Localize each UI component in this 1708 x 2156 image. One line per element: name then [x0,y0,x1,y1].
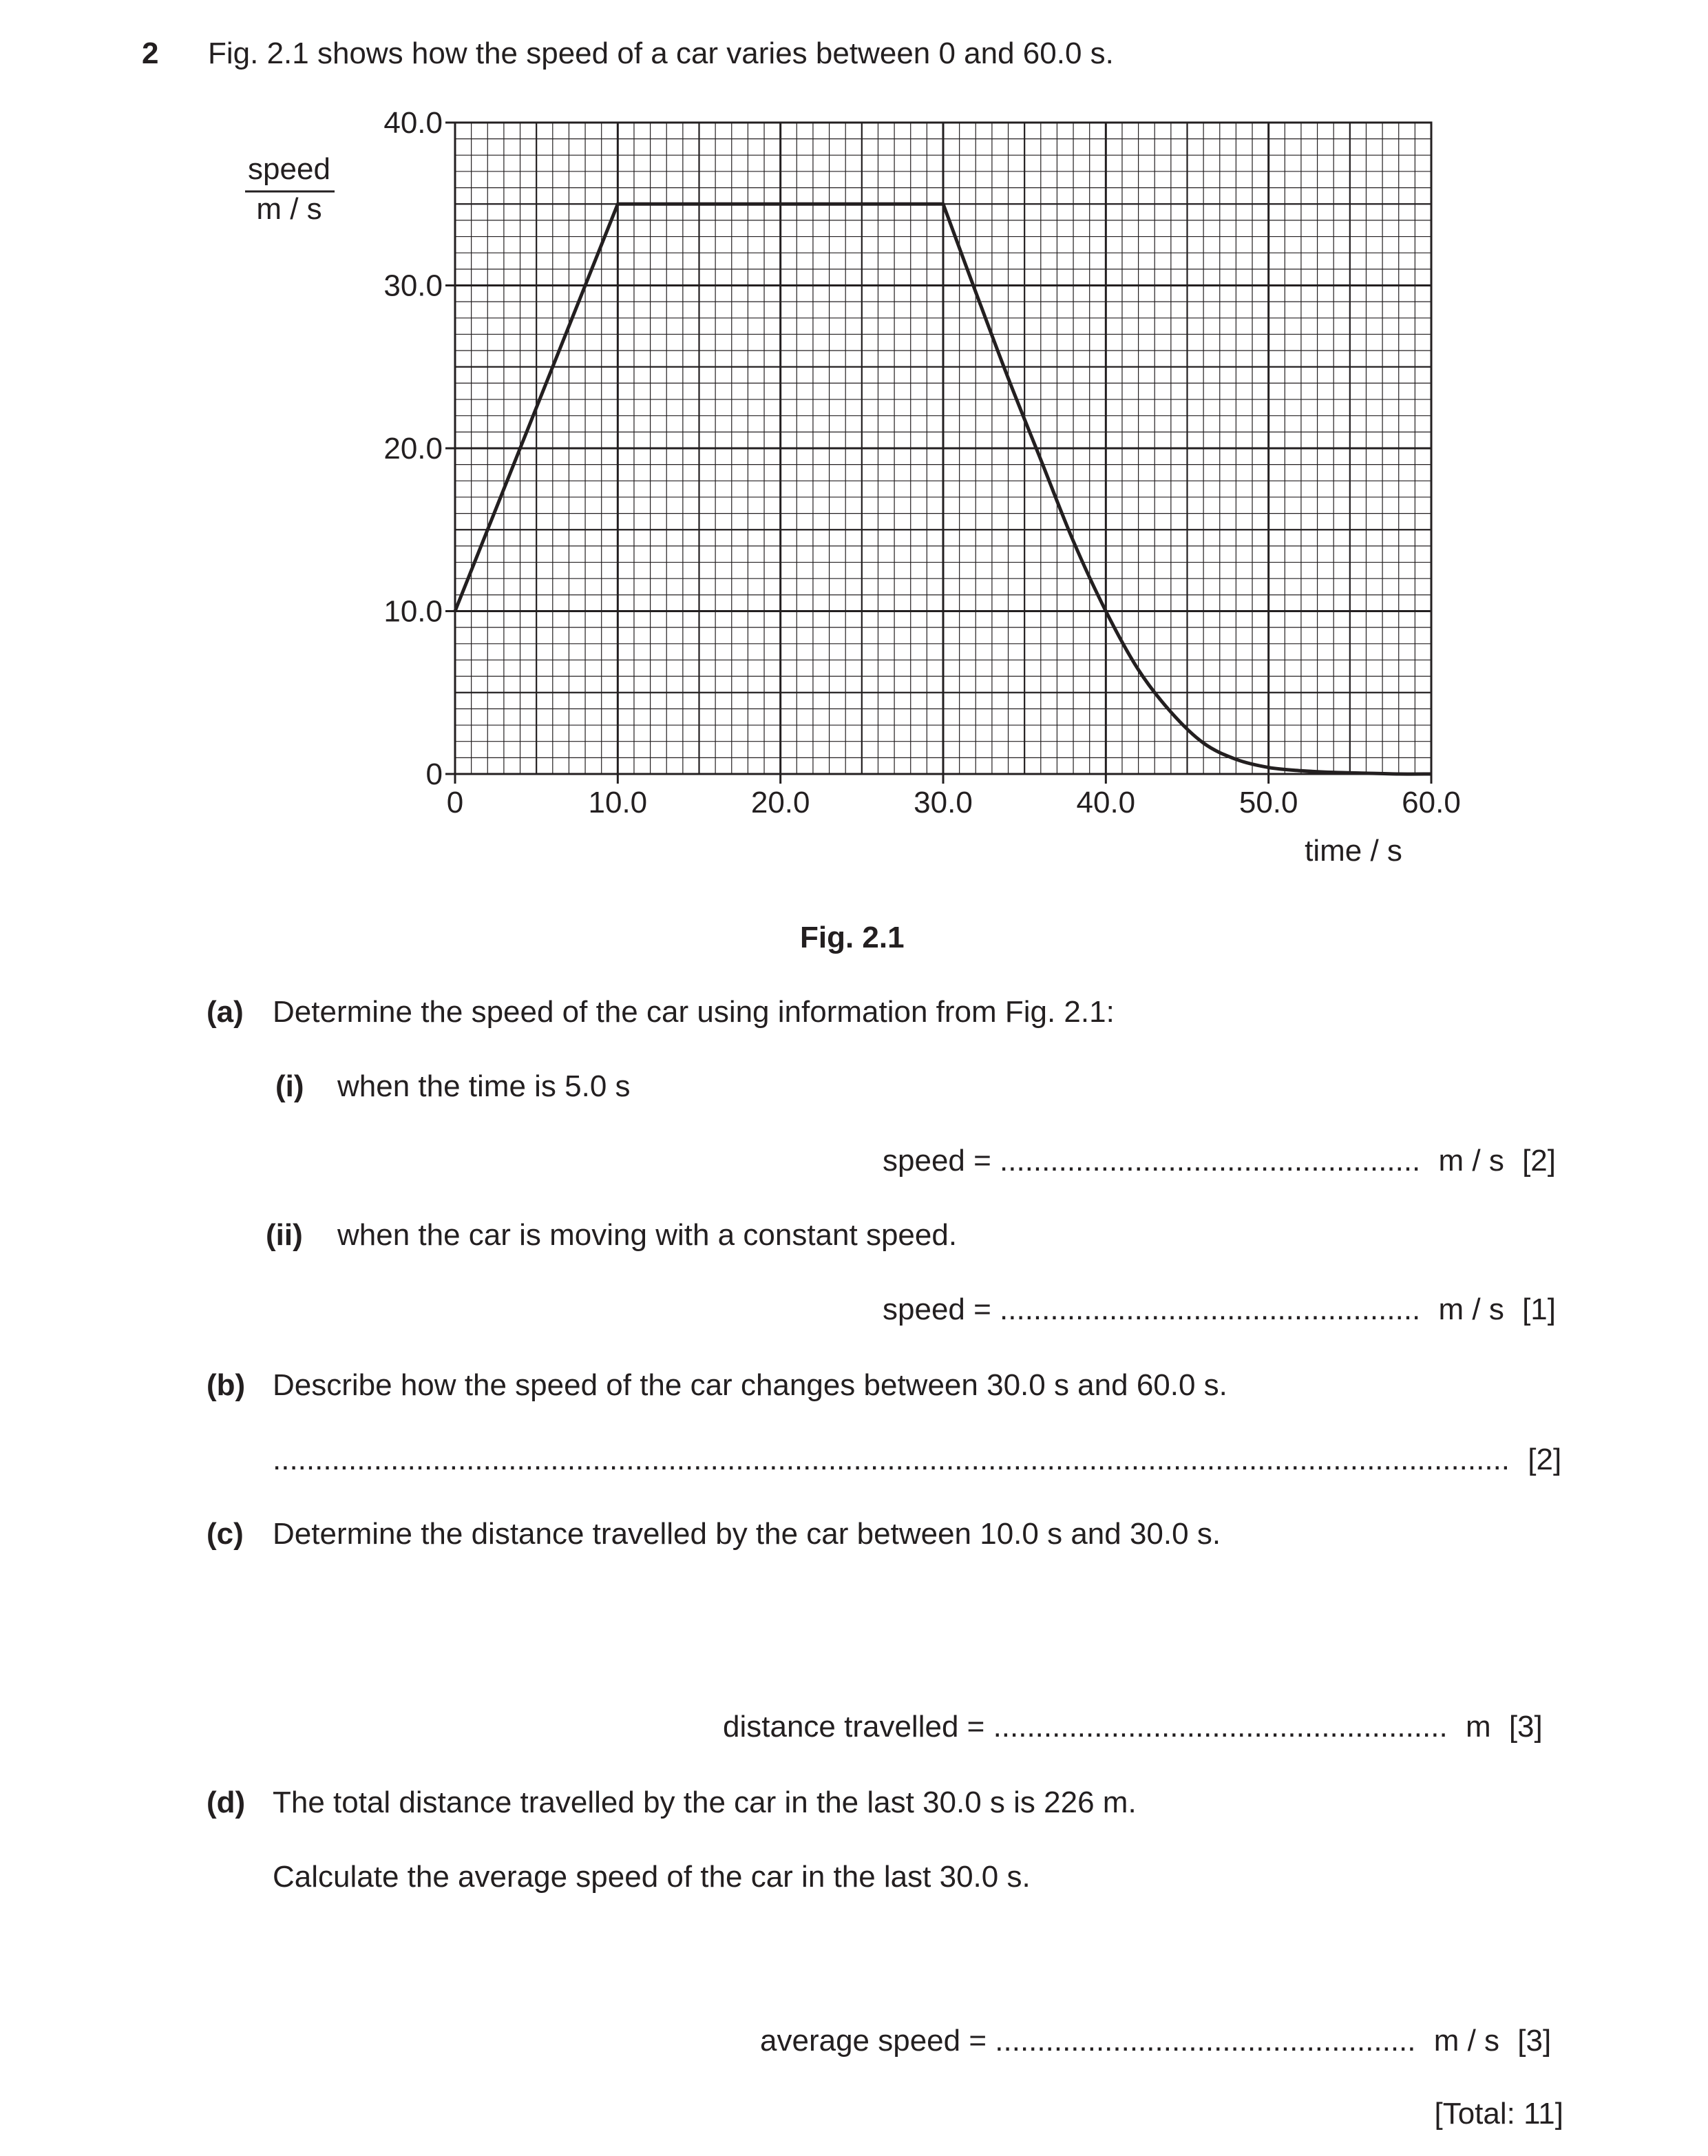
y-tick-label: 40.0 [383,106,443,140]
marks: [3] [1508,1710,1543,1744]
total-marks: [Total: 11] [1434,2097,1563,2131]
y-tick-label: 0 [425,757,443,791]
y-tick-label: 10.0 [383,594,443,629]
answer-dots[interactable]: .................................................. [1000,1292,1421,1326]
part-a-label: (a) [207,995,244,1029]
answer-unit: m / s [1438,1144,1504,1178]
marks: [2] [1522,1144,1556,1178]
answer-unit: m / s [1438,1292,1504,1326]
x-axis-label: time / s [1305,834,1402,868]
y-axis-label-bottom: m / s [256,192,322,226]
y-axis-label-top: speed [248,152,330,186]
part-c-label: (c) [207,1517,244,1551]
part-b-answer-line[interactable] [273,1445,1561,1475]
answer-dots[interactable]: ...................................................... [993,1710,1448,1744]
x-tick-label: 20.0 [750,786,810,819]
marks: [3] [1517,2024,1552,2058]
y-axis-ticks [383,106,455,791]
part-a-ii-label: (ii) [266,1218,303,1252]
part-b-text: Describe how the speed of the car changes between 30.0 s and 60.0 s. [273,1368,1227,1402]
part-d-label: (d) [207,1786,246,1819]
marks: [1] [1522,1292,1556,1326]
part-a-i-text: when the time is 5.0 s [337,1069,631,1103]
part-d-answer-line[interactable] [760,2026,1551,2056]
part-a-ii-text: when the car is moving with a constant speed. [337,1218,958,1252]
x-tick-label: 0 [446,786,464,819]
part-a-ii-answer-line[interactable] [883,1292,1556,1326]
part-d-text-2: Calculate the average speed of the car in the last 30.0 s. [273,1860,1031,1894]
answer-unit: m [1465,1710,1491,1744]
part-d-text: The total distance travelled by the car in the last 30.0 s is 226 m. [273,1786,1137,1819]
answer-prefix: speed = [883,1144,1000,1178]
answer-prefix: distance travelled = [723,1710,993,1744]
question-intro: Fig. 2.1 shows how the speed of a car varies between 0 and 60.0 s. [208,36,1114,70]
question-number: 2 [142,36,159,70]
part-a-i-label: (i) [275,1069,304,1103]
figure-caption: Fig. 2.1 [800,921,905,954]
part-c-text: Determine the distance travelled by the car between 10.0 s and 30.0 s. [273,1517,1221,1551]
x-tick-label: 50.0 [1238,786,1298,819]
x-axis-ticks [447,774,1461,819]
part-b-label: (b) [207,1368,246,1402]
part-a-i-answer-line[interactable] [883,1146,1556,1176]
part-a-text: Determine the speed of the car using information from Fig. 2.1: [273,995,1115,1029]
x-tick-label: 30.0 [914,786,973,819]
x-tick-label: 40.0 [1076,786,1136,819]
answer-unit: m / s [1433,2024,1500,2058]
answer-dots[interactable]: .................................................. [1000,1144,1421,1178]
speed-time-graph [0,0,1708,895]
marks: [2] [1528,1443,1562,1476]
answer-prefix: speed = [883,1292,1000,1326]
y-tick-label: 30.0 [383,269,443,303]
answer-dots[interactable]: ................................................................................................................................................... [273,1443,1510,1476]
answer-dots[interactable]: .................................................. [995,2024,1416,2058]
y-tick-label: 20.0 [383,432,443,465]
part-c-answer-line[interactable] [723,1712,1543,1742]
x-tick-label: 60.0 [1402,786,1461,819]
x-tick-label: 10.0 [588,786,648,819]
answer-prefix: average speed = [760,2024,995,2058]
